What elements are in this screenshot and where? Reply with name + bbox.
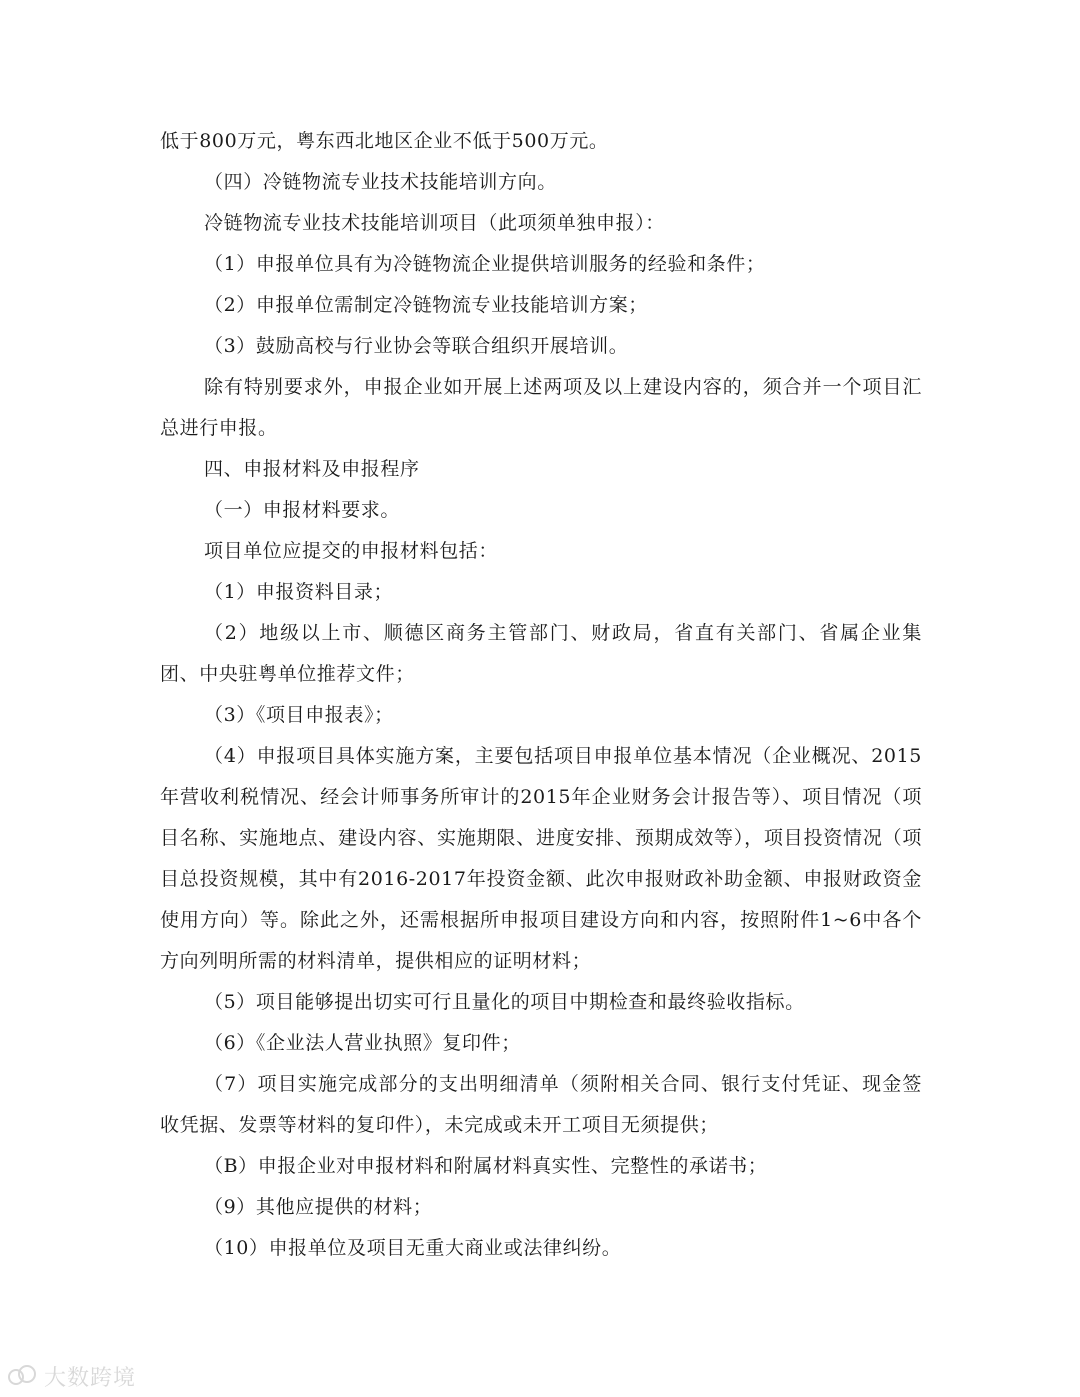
watermark-text: 大数跨境 xyxy=(44,1365,137,1391)
subsection-heading-one: （一）申报材料要求。 xyxy=(204,499,401,521)
list-item-1: （1）申报单位具有为冷链物流企业提供培训服务的经验和条件； xyxy=(204,253,766,275)
section-heading-materials: 四、申报材料及申报程序 xyxy=(204,458,420,480)
material-item-9: （9）其他应提供的材料； xyxy=(204,1196,433,1218)
section-heading-four: （四）冷链物流专业技术技能培训方向。 xyxy=(204,171,557,193)
material-item-5: （5）项目能够提出切实可行且量化的项目中期检查和最终验收指标。 xyxy=(204,991,805,1013)
logo-icon xyxy=(8,1363,38,1389)
list-item-2: （2）申报单位需制定冷链物流专业技能培训方案； xyxy=(204,294,648,316)
paragraph-materials-intro: 项目单位应提交的申报材料包括： xyxy=(204,540,499,562)
material-item-1: （1）申报资料目录； xyxy=(204,581,394,603)
material-item-10: （10）申报单位及项目无重大商业或法律纠纷。 xyxy=(204,1237,622,1259)
paragraph-training-project: 冷链物流专业技术技能培训项目（此项须单独申报）： xyxy=(204,212,665,234)
material-item-4: （4）申报项目具体实施方案，主要包括项目申报单位基本情况（企业概况、2015年营收利税情况、经会计师事务所审计的2015年企业财务会计报告等）、项目情况（项目名称、实施地点、建设内容、实施期限、进度安排、预期成效等），项目投资情况（项目总投资规模，其中有2016-2017年投资金额、此次申报财政补助金额、申报财政资金使用方向）等。除此之外，还需根据所申报项目建设方向和内容，按照附件1~6中各个方向列明所需的材料清单，提供相应的证明材料； xyxy=(160,745,922,972)
paragraph-continuation: 低于800万元，粤东西北地区企业不低于500万元。 xyxy=(160,130,609,152)
material-item-2: （2）地级以上市、顺德区商务主管部门、财政局，省直有关部门、省属企业集团、中央驻粤单位推荐文件； xyxy=(160,622,922,685)
paragraph-merge-note: 除有特别要求外，申报企业如开展上述两项及以上建设内容的，须合并一个项目汇总进行申报。 xyxy=(160,376,922,439)
list-item-3: （3）鼓励高校与行业协会等联合组织开展培训。 xyxy=(204,335,629,357)
material-item-8: （B）申报企业对申报材料和附属材料真实性、完整性的承诺书； xyxy=(204,1155,768,1177)
material-item-3: （3）《项目申报表》； xyxy=(204,704,394,726)
material-item-7: （7）项目实施完成部分的支出明细清单（须附相关合同、银行支付凭证、现金签收凭据、发票等材料的复印件），未完成或未开工项目无须提供； xyxy=(160,1073,922,1136)
watermark xyxy=(8,1360,136,1392)
material-item-6: （6）《企业法人营业执照》复印件； xyxy=(204,1032,521,1054)
